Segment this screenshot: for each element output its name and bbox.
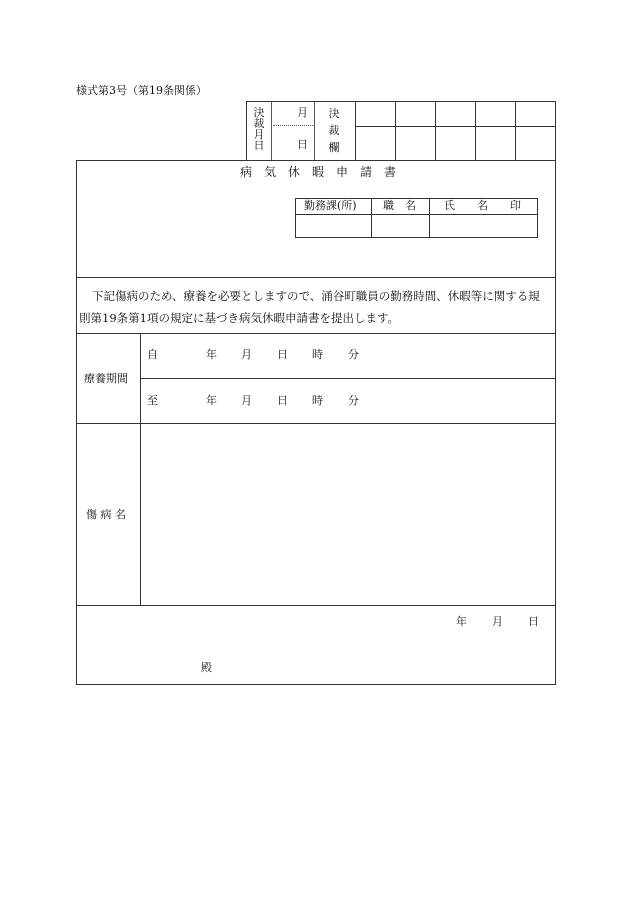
- header-job-title: 職 名: [383, 199, 416, 212]
- to-hour-unit: 時: [312, 394, 323, 407]
- from-month-unit: 月: [241, 348, 252, 361]
- period-from-label: 自: [147, 348, 158, 361]
- addressee-suffix: 殿: [201, 661, 212, 674]
- from-minute-unit: 分: [348, 348, 359, 361]
- footer-year-unit: 年: [456, 615, 467, 628]
- from-hour-unit: 時: [312, 348, 323, 361]
- approval-day-label: 日: [297, 138, 308, 151]
- to-month-unit: 月: [241, 394, 252, 407]
- form-number: 様式第3号（第19条関係）: [76, 84, 207, 97]
- period-from-row[interactable]: [141, 334, 555, 378]
- to-day-unit: 日: [277, 394, 288, 407]
- illness-field[interactable]: [141, 424, 555, 605]
- form-title: 病 気 休 暇 申 請 書: [240, 165, 397, 179]
- from-year-unit: 年: [206, 348, 217, 361]
- to-minute-unit: 分: [348, 394, 359, 407]
- approval-column-label: 決 裁 欄: [328, 107, 340, 154]
- from-day-unit: 日: [277, 348, 288, 361]
- department-field[interactable]: [296, 215, 371, 237]
- illness-label: 傷 病 名: [86, 508, 126, 521]
- footer-month-unit: 月: [492, 615, 503, 628]
- period-to-label: 至: [147, 394, 158, 407]
- statement-line-2: 則第19条第1項の規定に基づき病気休暇申請書を提出します。: [79, 311, 400, 325]
- period-label: 療養期間: [84, 372, 128, 385]
- job-title-field[interactable]: [372, 215, 429, 237]
- header-name-seal: 氏 名 印: [444, 199, 521, 212]
- header-department: 勤務課(所): [304, 199, 357, 212]
- approval-date-label: 決 裁 月 日: [253, 106, 265, 152]
- name-seal-field[interactable]: [430, 215, 537, 237]
- period-to-row[interactable]: [141, 379, 555, 423]
- statement-line-1: 下記傷病のため、療養を必要としますので、涌谷町職員の勤務時間、休暇等に関する規: [92, 289, 540, 303]
- footer-day-unit: 日: [528, 615, 539, 628]
- approval-month-label: 月: [297, 106, 308, 119]
- to-year-unit: 年: [206, 394, 217, 407]
